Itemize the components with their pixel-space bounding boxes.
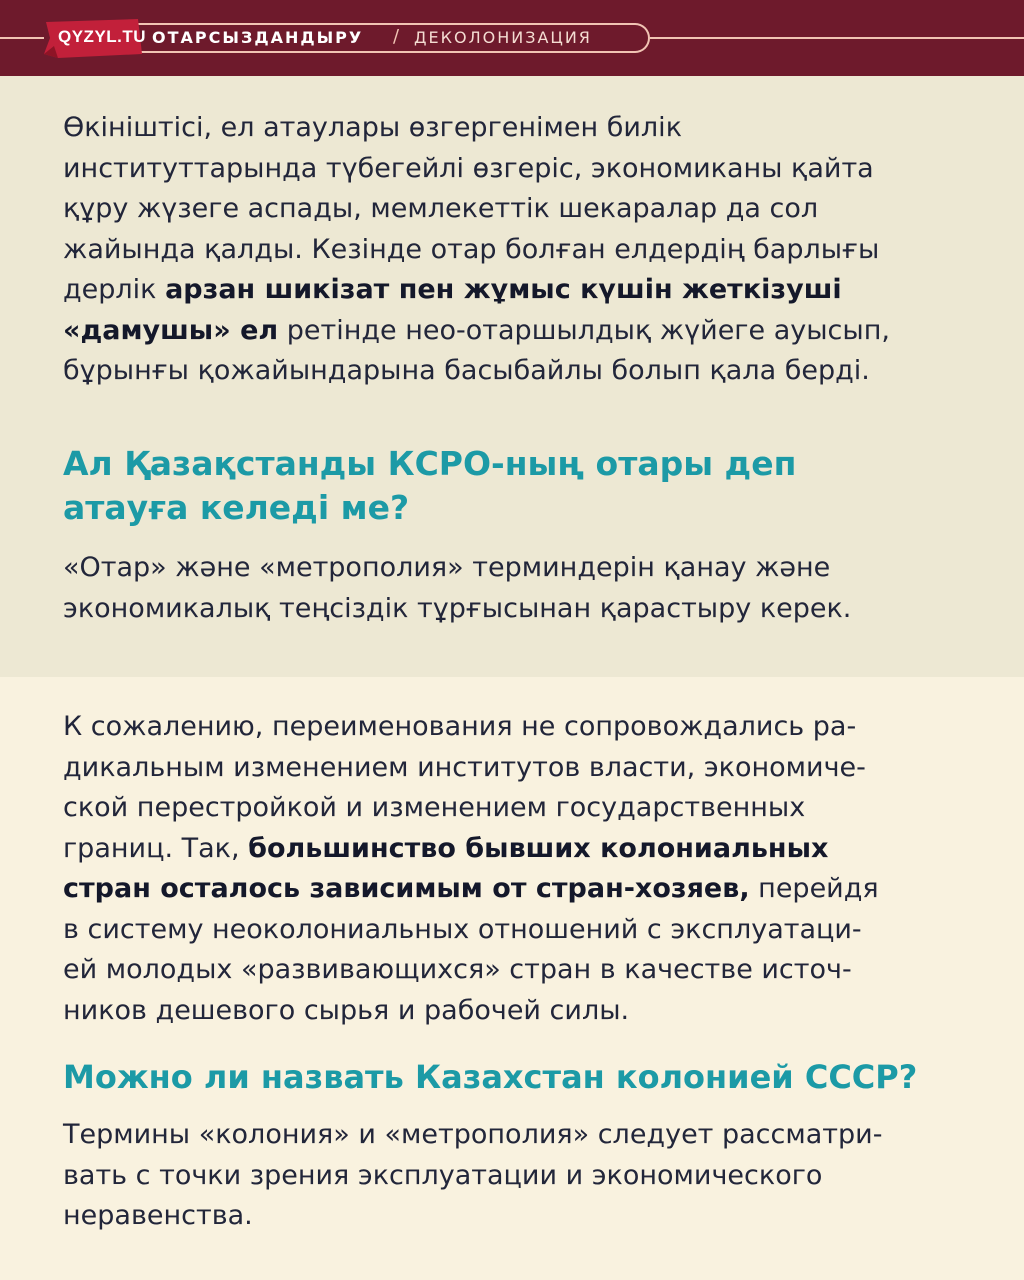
ru-heading-line: Можно ли назвать Казахстан колонией СССР? [63, 1058, 918, 1096]
ru-bold-text: стран осталось зависимым от стран-хозяев, [63, 873, 750, 904]
kazakh-section [0, 76, 1024, 677]
ru-text: границ. Так, [63, 832, 249, 864]
logo[interactable] [40, 16, 147, 60]
kz-text: дерлік [63, 274, 166, 305]
kz-heading-line: атауға келеді ме? [63, 488, 410, 527]
ru-answer-line: неравенства. [63, 1200, 253, 1231]
kz-paragraph [63, 108, 890, 392]
category-separator: / [393, 26, 400, 47]
kz-paragraph-line: бұрынғы қожайындарына басыбайлы болып қала берді. [63, 355, 870, 386]
ru-answer [63, 1115, 882, 1237]
category-ru[interactable]: ДЕКОЛОНИЗАЦИЯ [414, 28, 592, 47]
ru-paragraph-line: в систему неоколониальных отношений с эксплуатаци- [63, 913, 862, 945]
header-line-right [650, 37, 1024, 39]
kz-answer [63, 548, 851, 629]
ru-bold-text: большинство бывших колониальных [248, 832, 829, 864]
ru-paragraph-line: К сожалению, переименования не сопровождались ра- [63, 711, 857, 742]
ru-answer-line: вать с точки зрения эксплуатации и экономического [63, 1159, 823, 1191]
ru-paragraph-line: дикальным изменением институтов власти, экономиче- [63, 751, 866, 783]
ru-text: перейдя [749, 873, 879, 904]
ru-paragraph-line [63, 829, 879, 870]
kz-paragraph-line: институттарында түбегейлі өзгеріс, экономиканы қайта [63, 152, 874, 184]
kz-paragraph-line: Өкініштісі, ел атаулары өзгергенімен билік [63, 112, 682, 143]
logo-text: QYZYL.TU [58, 27, 147, 46]
kz-bold-text: арзан шикізат пен жұмыс күшін жеткізуші [165, 274, 842, 305]
kz-paragraph-line: жайында қалды. Кезінде отар болған елдердің барлығы [63, 233, 880, 265]
ru-heading [63, 1055, 917, 1099]
kz-answer-line: «Отар» және «метрополия» терминдерін қанау және [63, 552, 831, 583]
kz-paragraph-line [63, 311, 890, 352]
ru-paragraph [63, 707, 879, 1031]
kz-answer-line: экономикалық теңсіздік тұрғысынан қарастыру керек. [63, 592, 852, 624]
kz-heading [63, 442, 796, 530]
category-kz[interactable]: ОТАРСЫЗДАНДЫРУ [152, 28, 364, 47]
ru-paragraph-line: ников дешевого сырья и рабочей силы. [63, 994, 630, 1026]
header-bar [0, 0, 1024, 76]
ru-paragraph-line: ей молодых «развивающихся» стран в качестве источ- [63, 954, 852, 985]
russian-section [0, 677, 1024, 1280]
kz-paragraph-line [63, 270, 890, 311]
kz-paragraph-line: құру жүзеге аспады, мемлекеттік шекаралар да сол [63, 193, 819, 224]
kz-heading-line: Ал Қазақстанды КСРО-ның отары деп [63, 444, 797, 483]
ru-answer-line: Термины «колония» и «метрополия» следует рассматри- [63, 1119, 883, 1150]
kz-bold-text: «дамушы» ел [63, 314, 279, 346]
ru-paragraph-line [63, 869, 879, 910]
ru-paragraph-line: ской перестройкой и изменением государственных [63, 792, 806, 823]
kz-text: ретінде нео-отаршылдық жүйеге ауысып, [278, 314, 890, 346]
header-line-left [0, 37, 44, 39]
